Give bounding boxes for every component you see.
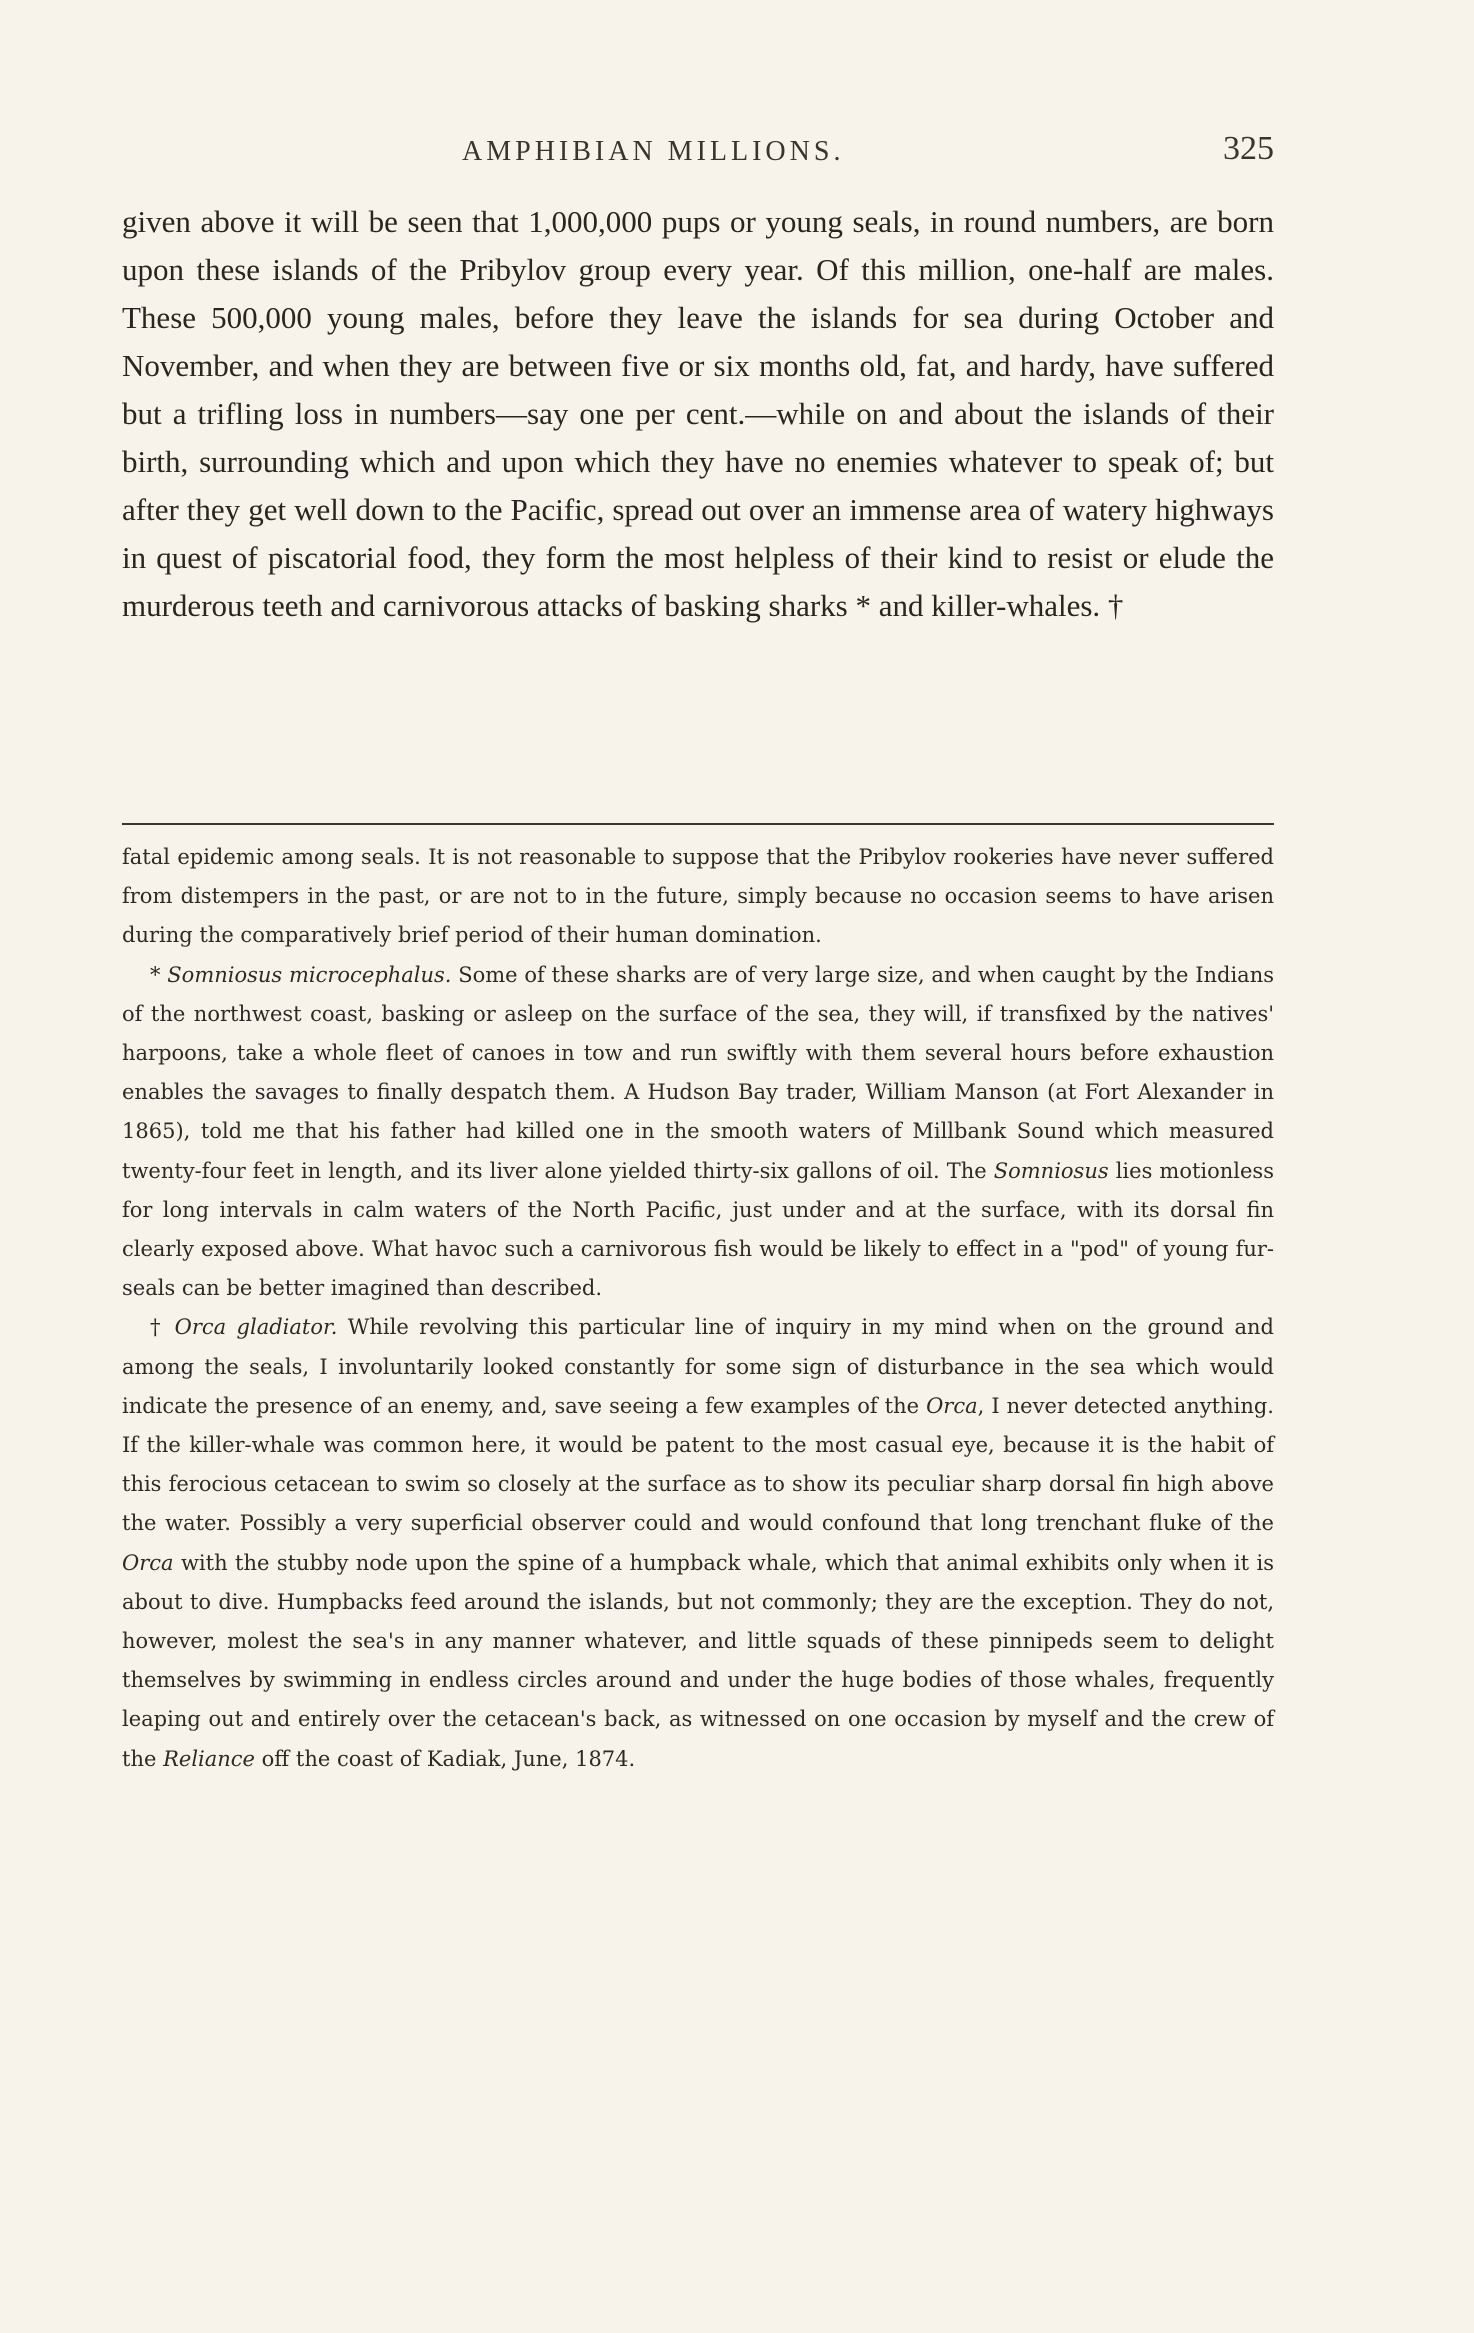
running-title: AMPHIBIAN MILLIONS. [462,136,845,167]
footnote-text: While revolving this particular line of inquiry in my mind when on the ground and among the seals, I involuntarily looked constantly for some sign of disturbance in the sea which would indicate the presence of an enemy, and, save seeing a few examples of the [122,1315,1274,1418]
species-name: Orca gladiator. [174,1315,338,1340]
footnote-text: , I never detected anything. If the killer-whale was common here, it would be patent to the most casual eye, because it is the habit of this ferocious cetacean to swim so closely at the surface as to show its peculiar sharp dorsal fin high above the water. Possibly a very superficial observer could and would confound that long trenchant fluke of the [122,1393,1274,1536]
ship-name: Reliance [163,1746,255,1771]
footnote-shark [122,956,1274,1309]
body-paragraph: given above it will be seen that 1,000,000 pups or young seals, in round numbers, are born upon these islands of the Pribylov group every year. Of this million, one-half are males. These 500,000 young males, before they leave the islands for sea during October and November, and when they are between five or six months old, fat, and hardy, have suffered but a trifling loss in numbers—say one per cent.—while on and about the islands of their birth, surrounding which and upon which they have no enemies whatever to speak of; but after they get well down to the Pacific, spread out over an immense area of watery highways in quest of piscatorial food, they form the most helpless of their kind to resist or elude the murderous teeth and carnivorous attacks of basking sharks * and killer-whales. † [122,204,1274,623]
footnote-marker-asterisk: * [150,962,168,987]
footnote-text: lies motionless for long intervals in calm waters of the North Pacific, just under and at the surface, with its dorsal fin clearly exposed above. What havoc such a carnivorous fish would be likely to effect in a "pod" of young fur-seals can be better imagined than described. [122,1158,1274,1301]
footnote-continuation: fatal epidemic among seals. It is not reasonable to suppose that the Pribylov rookeries have never suffered from distempers in the past, or are not to in the future, simply because no occasion seems to have arisen during the comparatively brief period of their human domination. [122,845,1274,948]
footnote-marker-dagger: † [150,1315,175,1340]
page-number: 325 [1223,130,1274,167]
footnote-text: off the coast of Kadiak, June, 1874. [254,1746,636,1771]
genus-name: Somniosus [993,1158,1109,1183]
genus-name: Orca [122,1550,174,1575]
genus-name: Orca [926,1393,978,1418]
footnote-text: with the stubby node upon the spine of a humpback whale, which that animal exhibits only when it is about to dive. Humpbacks feed around the islands, but not commonly; they are the exception. They do not, however, molest the sea's in any manner whatever, and little squads of these pinnipeds seem to delight themselves by swimming in endless circles around and under the huge bodies of those whales, frequently leaping out and entirely over the cetacean's back, as witnessed on one occasion by myself and the crew of the [122,1550,1274,1771]
footnotes [122,838,1274,1779]
footnote-orca [122,1308,1274,1778]
footnote-divider [122,823,1274,825]
footnote-text: Some of these sharks are of very large size, and when caught by the Indians of the northwest coast, basking or asleep on the surface of the sea, they will, if transfixed by the natives' harpoons, take a whole fleet of canoes in tow and run swiftly with them several hours before exhaustion enables the savages to finally despatch them. A Hudson Bay trader, William Manson (at Fort Alexander in 1865), told me that his father had killed one in the smooth waters of Millbank Sound which measured twenty-four feet in length, and its liver alone yielded thirty-six gallons of oil. The [122,962,1274,1183]
species-name: Somniosus microcephalus. [167,962,452,987]
page-header [122,128,1274,188]
main-text [122,198,1274,630]
